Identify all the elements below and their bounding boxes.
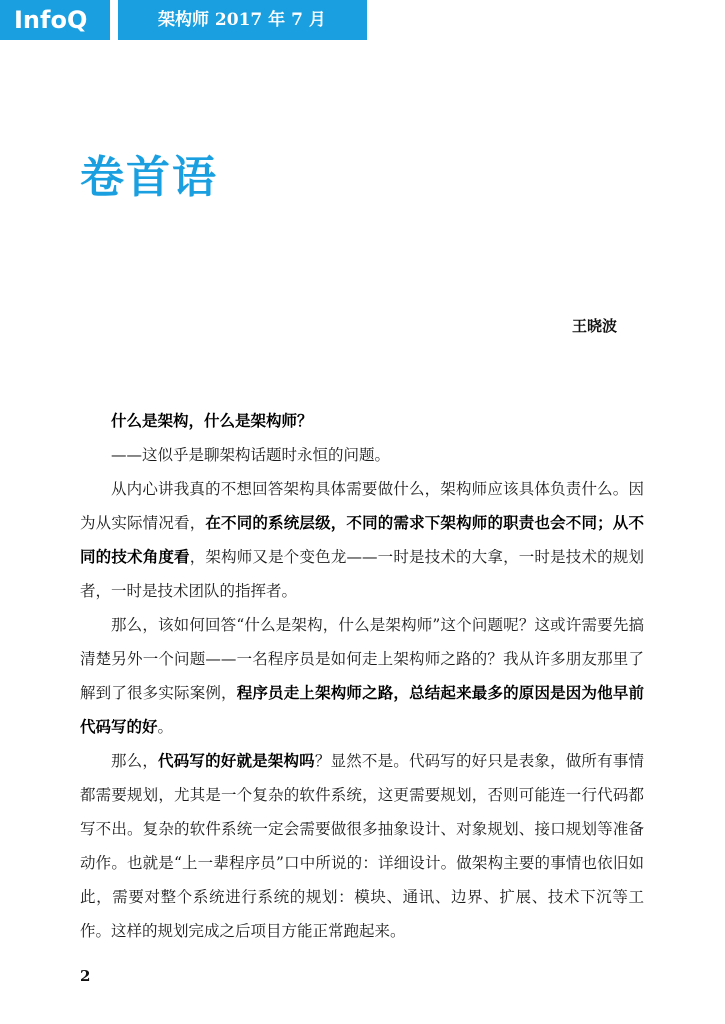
author-name: 王晓波 <box>571 317 617 335</box>
text-span: 。 <box>157 718 174 736</box>
page-number: 2 <box>80 967 91 985</box>
bold-text: 什么是架构，什么是架构师？ <box>111 411 313 430</box>
article-body <box>80 404 644 948</box>
issue-banner: 架构师 2017 年 7 月 <box>118 0 367 40</box>
paragraph <box>80 744 644 948</box>
paragraph <box>80 438 644 472</box>
bold-text: 程序员走上架构师之路，总结起来最多的原因是因为他早前代码写的好 <box>80 683 644 736</box>
text-span: 那么， <box>111 752 159 770</box>
text-span: 从内心讲我真的不想回答架构具体需要做什么，架构师应该具体负责什么。因为从实际情况看， <box>80 480 644 532</box>
text-span: ——这似乎是聊架构话题时永恒的问题。 <box>111 446 391 464</box>
text-span: ？显然不是。代码写的好只是表象，做所有事情都需要规划，尤其是一个复杂的软件系统，这更需要规划，否则可能连一行代码都写不出。复杂的软件系统一定会需要做很多抽象设计、对象规划、接口规划等准备动作。也就是“上一辈程序员”口中所说的：详细设计。做架构主要的事情也依旧如此，需要对整个系统进行系统的规划：模块、通讯、边界、扩展、技术下沉等工作。这样的规划完成之后项目方能正常跑起来。 <box>80 752 644 940</box>
bold-text: 在不同的系统层级，不同的需求下架构师的职责也会不同；从不同的技术角度看 <box>80 513 644 566</box>
text-span: 那么，该如何回答“什么是架构，什么是架构师”这个问题呢？这或许需要先搞清楚另外一个问题——一名程序员是如何走上架构师之路的？我从许多朋友那里了解到了很多实际案例， <box>80 616 644 702</box>
paragraph <box>80 404 644 438</box>
text-span: ，架构师又是个变色龙——一时是技术的大拿，一时是技术的规划者，一时是技术团队的指挥者。 <box>80 548 644 600</box>
page-title: 卷首语 <box>80 152 218 203</box>
bold-text: 代码写的好就是架构吗 <box>158 751 315 770</box>
paragraph <box>80 472 644 608</box>
infoq-logo: InfoQ <box>0 0 110 40</box>
paragraph <box>80 608 644 744</box>
